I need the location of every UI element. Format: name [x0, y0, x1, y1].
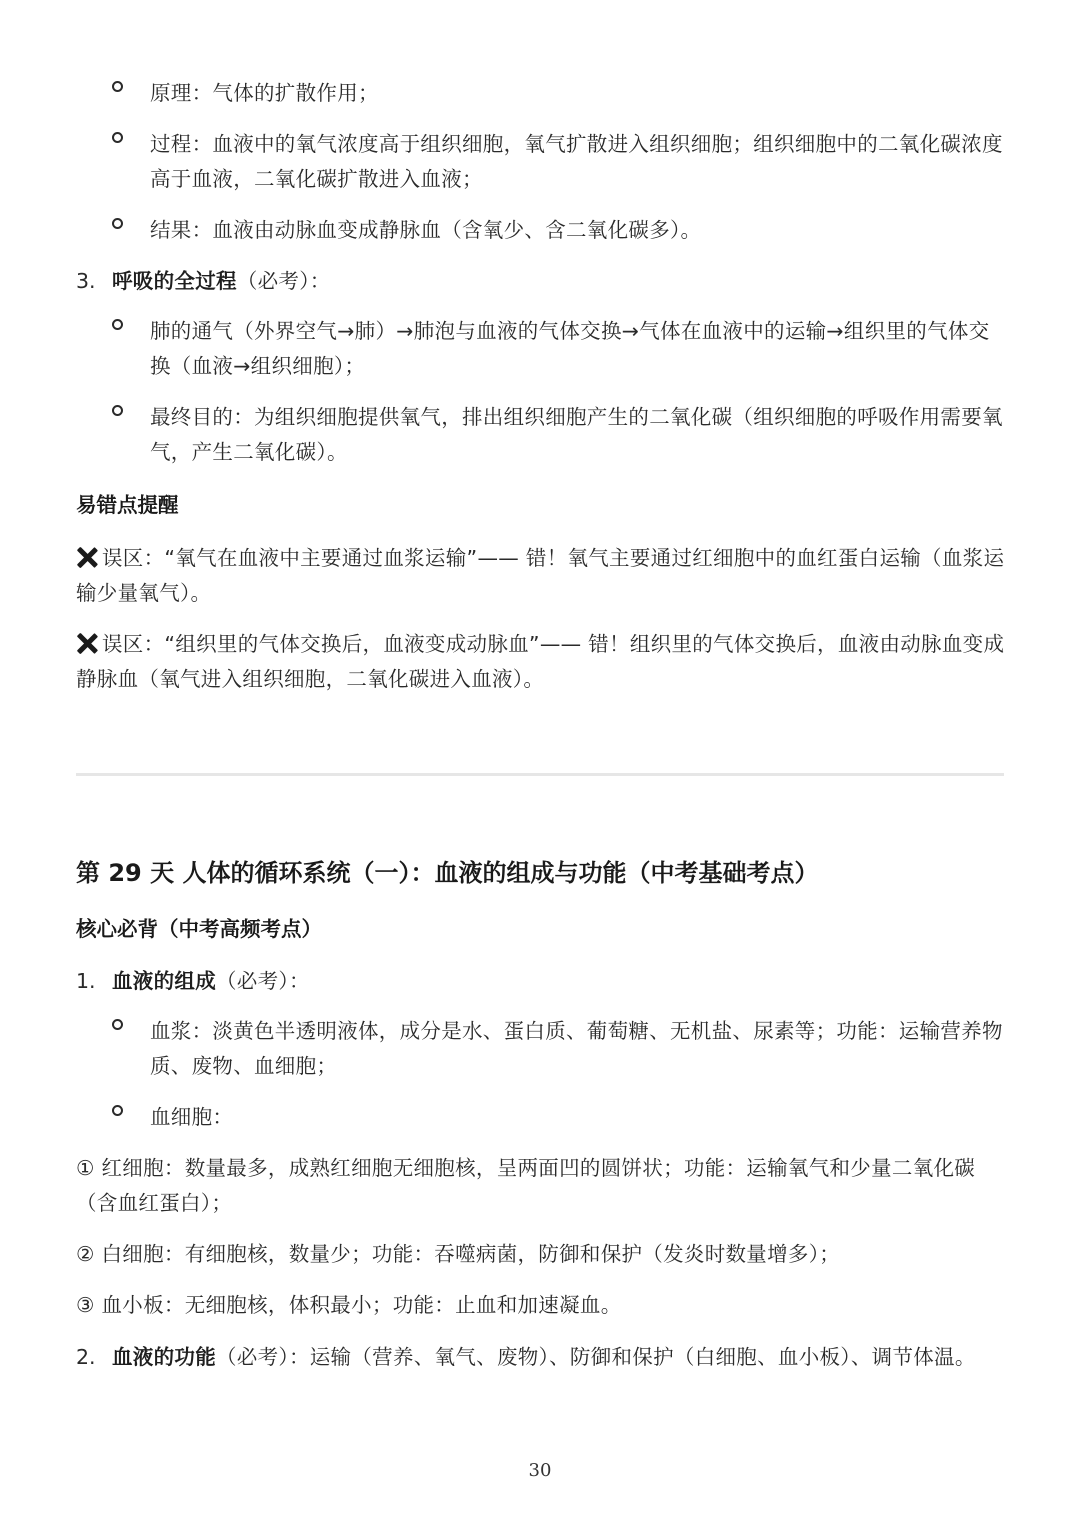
section-divider: [76, 773, 1004, 776]
circle-bullet-icon: [110, 213, 124, 248]
mistakes-heading: 易错点提醒: [76, 493, 179, 517]
numbered-item-title: 呼吸的全过程（必考）：: [112, 269, 331, 293]
circle-bullet-icon: [110, 1014, 124, 1049]
cross-mark-icon: [76, 632, 98, 654]
circle-bullet-icon: [110, 314, 124, 349]
page-number: 30: [528, 1460, 552, 1481]
list-item: 最终目的：为组织细胞提供氧气，排出组织细胞产生的二氧化碳（组织细胞的呼吸作用需要氧气，产生二氧化碳）。: [150, 400, 1010, 470]
page-title: 第 29 天 人体的循环系统（一）：血液的组成与功能（中考基础考点）: [76, 859, 819, 887]
circle-bullet-icon: [110, 400, 124, 435]
list-item: 血浆：淡黄色半透明液体，成分是水、蛋白质、葡萄糖、无机盐、尿素等；功能：运输营养物质、废物、血细胞；: [150, 1014, 1010, 1084]
list-item: 肺的通气（外界空气→肺）→肺泡与血液的气体交换→气体在血液中的运输→组织里的气体交换（血液→组织细胞）；: [150, 314, 1010, 384]
numbered-item-title: 血液的功能（必考）：运输（营养、氧气、废物）、防御和保护（白细胞、血小板）、调节体温。: [112, 1345, 976, 1369]
circle-bullet-icon: [110, 76, 124, 111]
list-item: 结果：血液由动脉血变成静脉血（含氧少、含二氧化碳多）。: [150, 213, 1010, 248]
mistake-item: 误区：“氧气在血液中主要通过血浆运输”—— 错！氧气主要通过红细胞中的血红蛋白运输（血浆运输少量氧气）。: [76, 546, 1005, 605]
list-item: 过程：血液中的氧气浓度高于组织细胞，氧气扩散进入组织细胞；组织细胞中的二氧化碳浓度高于血液，二氧化碳扩散进入血液；: [150, 127, 1010, 197]
numbered-item-title: 血液的组成（必考）：: [112, 969, 310, 993]
cell-item: ② 白细胞：有细胞核，数量少；功能：吞噬病菌，防御和保护（发炎时数量增多）；: [76, 1242, 841, 1266]
list-number: 3.: [76, 269, 96, 293]
section-heading: 核心必背（中考高频考点）: [76, 917, 322, 941]
list-item: 原理：气体的扩散作用；: [150, 76, 1010, 111]
list-number: 1.: [76, 969, 96, 993]
cross-mark-icon: [76, 546, 98, 568]
circle-bullet-icon: [110, 1100, 124, 1135]
list-item: 血细胞：: [150, 1100, 1010, 1135]
mistake-item: 误区：“组织里的气体交换后，血液变成动脉血”—— 错！组织里的气体交换后，血液由动脉血变成静脉血（氧气进入组织细胞，二氧化碳进入血液）。: [76, 632, 1005, 691]
cell-item: ① 红细胞：数量最多，成熟红细胞无细胞核，呈两面凹的圆饼状；功能：运输氧气和少量二氧化碳（含血红蛋白）；: [76, 1156, 976, 1215]
circle-bullet-icon: [110, 127, 124, 162]
cell-item: ③ 血小板：无细胞核，体积最小；功能：止血和加速凝血。: [76, 1293, 622, 1317]
list-number: 2.: [76, 1345, 96, 1369]
